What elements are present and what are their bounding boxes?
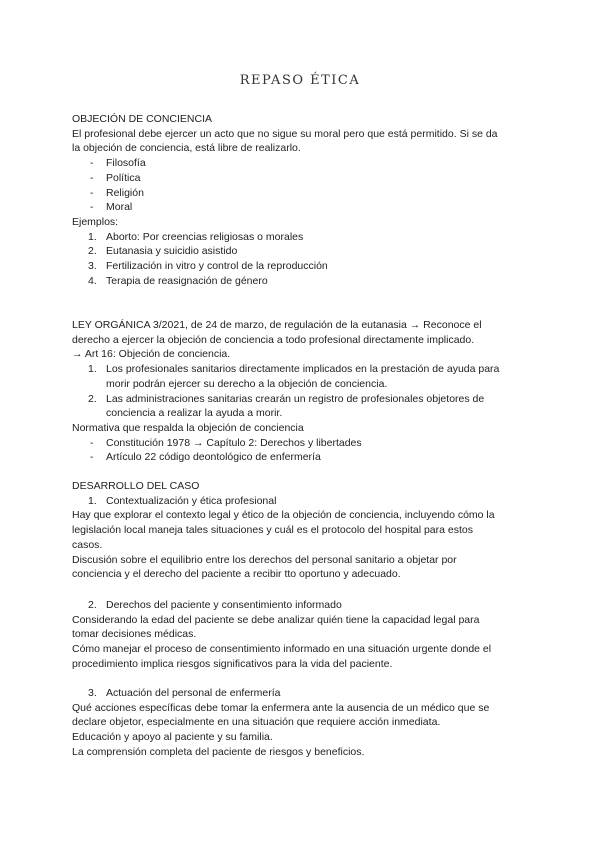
numbered-item: 2. Las administraciones sanitarias crearán un registro de profesionales objetores de conciencia a realizar la ayuda a morir. xyxy=(88,392,485,420)
dash-bullet-icon: - xyxy=(90,436,94,449)
paragraph-line: la objeción de conciencia, está libre de realizarlo. xyxy=(72,142,301,155)
paragraph-line: derecho a ejercer la objeción de conciencia a todo profesional directamente implicado. xyxy=(72,333,475,346)
dash-bullet-icon: - xyxy=(90,157,94,170)
subsection-derechos xyxy=(72,598,532,672)
dash-bullet-icon: - xyxy=(90,171,94,184)
bullet-item: - Filosofía xyxy=(90,157,146,170)
bullet-item: - Constitución 1978 → Capítulo 2: Derechos y libertades xyxy=(90,436,362,449)
numbered-subheading: 2. Derechos del paciente y consentimiento informado xyxy=(88,599,342,611)
paragraph-line: procedimiento implica riesgos significativos para la vida del paciente. xyxy=(72,657,393,670)
paragraph-line: Normativa que respalda la objeción de conciencia xyxy=(72,421,304,434)
numbered-item: 1. Aborto: Por creencias religiosas o morales xyxy=(88,230,304,243)
numbered-item: 2. Eutanasia y suicidio asistido xyxy=(88,245,238,258)
section-heading: DESARROLLO DEL CASO xyxy=(72,480,200,492)
paragraph-line: Cómo manejar el proceso de consentimiento informado en una situación urgente donde el xyxy=(72,643,492,656)
paragraph-line: Educación y apoyo al paciente y su familia. xyxy=(72,731,273,744)
dash-bullet-icon: - xyxy=(90,451,94,464)
paragraph-line: legislación local maneja tales situaciones y cuál es el protocolo del hospital para estos xyxy=(72,524,473,537)
bullet-item: - Religión xyxy=(90,186,144,199)
page-title: REPASO ÉTICA xyxy=(239,73,361,88)
subsection-actuacion xyxy=(72,686,532,760)
numbered-subheading: 3. Actuación del personal de enfermería xyxy=(88,687,281,699)
paragraph-line: conciencia y el derecho del paciente a recibir tto oportuno y adecuado. xyxy=(72,568,401,581)
section-ley xyxy=(72,318,532,465)
bullet-item: - Moral xyxy=(90,201,133,214)
paragraph-line: El profesional debe ejercer un acto que no sigue su moral pero que está permitido. Si se da xyxy=(72,127,498,140)
paragraph-line: tomar decisiones médicas. xyxy=(72,628,197,641)
numbered-item: 4. Terapia de reasignación de género xyxy=(88,274,268,287)
paragraph-line: LEY ORGÁNICA 3/2021, de 24 de marzo, de regulación de la eutanasia → Reconoce el xyxy=(72,319,482,331)
paragraph-line: Discusión sobre el equilibrio entre los derechos del personal sanitario a objetar por xyxy=(72,553,457,566)
dash-bullet-icon: - xyxy=(90,186,94,199)
paragraph-line: La comprensión completa del paciente de riesgos y beneficios. xyxy=(72,745,365,758)
bullet-item: - Política xyxy=(90,171,141,184)
paragraph-line: declare objetor, especialmente en una situación que requiere acción inmediata. xyxy=(72,716,441,729)
section-desarrollo xyxy=(72,479,532,582)
paragraph-line: casos. xyxy=(72,538,103,551)
numbered-item: 1. Los profesionales sanitarios directamente implicados en la prestación de ayuda para morir podrán ejercer su derecho a la objeción de conciencia. xyxy=(88,363,500,390)
section-objecion xyxy=(72,112,532,288)
paragraph-line: Hay que explorar el contexto legal y ético de la objeción de conciencia, incluyendo cómo la xyxy=(72,509,495,522)
numbered-item: 3. Fertilización in vitro y control de la reproducción xyxy=(88,260,328,273)
dash-bullet-icon: - xyxy=(90,201,94,214)
paragraph-line: → Art 16: Objeción de conciencia. xyxy=(72,348,231,361)
paragraph-line: Considerando la edad del paciente se debe analizar quién tiene la capacidad legal para xyxy=(72,613,480,626)
numbered-subheading: 1. Contextualización y ética profesional xyxy=(88,494,277,507)
examples-label: Ejemplos: xyxy=(72,215,119,228)
paragraph-line: Qué acciones específicas debe tomar la enfermera ante la ausencia de un médico que se xyxy=(72,701,490,714)
bullet-item: - Artículo 22 código deontológico de enfermería xyxy=(90,451,321,464)
section-heading: OBJECIÓN DE CONCIENCIA xyxy=(72,113,213,125)
